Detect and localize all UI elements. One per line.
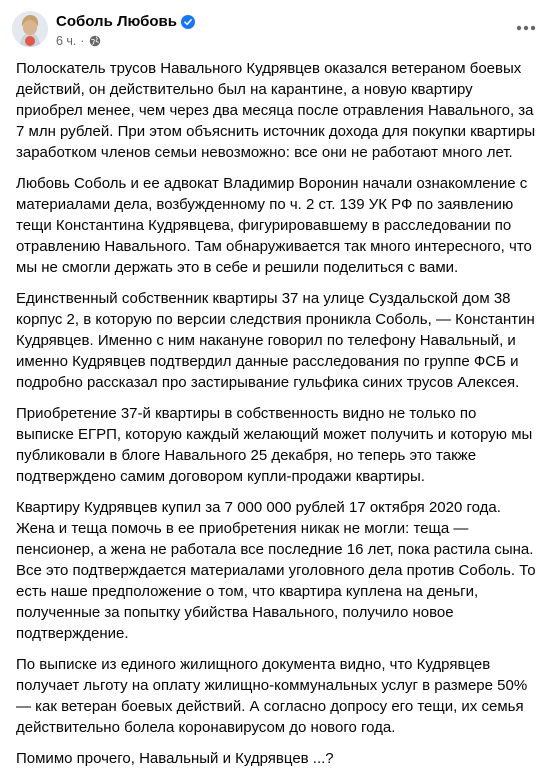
- post-timestamp[interactable]: 6 ч.: [56, 34, 77, 48]
- more-options-button[interactable]: [514, 16, 538, 40]
- verified-badge-icon: [181, 15, 195, 29]
- post-paragraph: Квартиру Кудрявцев купил за 7 000 000 рублей 17 октября 2020 года. Жена и теща помочь в ее приобретения никак не могли: теща — пенсионер, а жена не работала все последние 16 лет, пока растила сына. Все это подтверждается материалами уголовного дела против Соболь. То есть наше предположение о том, что квартира куплена на деньги, полученные за попытку убийства Навального, получило новое подтверждение.: [16, 499, 536, 642]
- globe-icon[interactable]: [89, 35, 101, 47]
- post-paragraph: Полоскатель трусов Навального Кудрявцев оказался ветераном боевых действий, он действительно был на карантине, а новую квартиру приобрел менее, чем через два месяца после отравления Навального, за 7 млн рублей. При этом объяснить источник дохода для покупки квартиры заработком членов семьи невозможно: все они не работают много лет.: [16, 60, 536, 161]
- post-paragraph: По выписке из единого жилищного документа видно, что Кудрявцев получает льготу на оплату жилищно-коммунальных услуг в размере 50% — как ветеран боевых действий. А согласно допросу его тещи, их семья действительно болела коронавирусом до нового года.: [16, 656, 528, 736]
- post-header: [0, 0, 552, 58]
- post-paragraph: Любовь Соболь и ее адвокат Владимир Воронин начали ознакомление с материалами дела, возбужденному по ч. 2 ст. 139 УК РФ по заявлению тещи Константина Кудрявцева, фигурировавшему в расследовании по отравлению Навального. Там обнаруживается так много интересного, что мы не смогли держать это в себе и решили поделиться с вами.: [16, 175, 532, 276]
- author-name[interactable]: Соболь Любовь: [56, 13, 177, 30]
- post-body: [16, 58, 536, 778]
- author-avatar[interactable]: [12, 11, 48, 47]
- more-horizontal-icon: [516, 25, 536, 31]
- post-paragraph: Приобретение 37-й квартиры в собственность видно не только по выписке ЕГРП, которую каждый желающий может получить и которую мы публиковали в блоге Навального 25 декабря, но теперь это также подтверждено самим договором купли-продажи квартиры.: [16, 405, 533, 485]
- post-paragraph-partial: Помимо прочего, Навальный и Кудрявцев ...?: [16, 750, 334, 767]
- post-paragraph: Единственный собственник квартиры 37 на улице Суздальской дом 38 корпус 2, в которую по версии следствия проникла Соболь, — Константин Кудрявцев. Именно с ним накануне говорил по телефону Навальный, и именно Кудрявцев подтвердил данные расследования по группе ФСБ и подробно рассказал про застирывание гульфика синих трусов Алексея.: [16, 290, 535, 391]
- meta-separator: ·: [80, 34, 85, 48]
- author-line: [56, 13, 195, 30]
- post-meta: [56, 34, 101, 48]
- avatar-image: [12, 11, 48, 47]
